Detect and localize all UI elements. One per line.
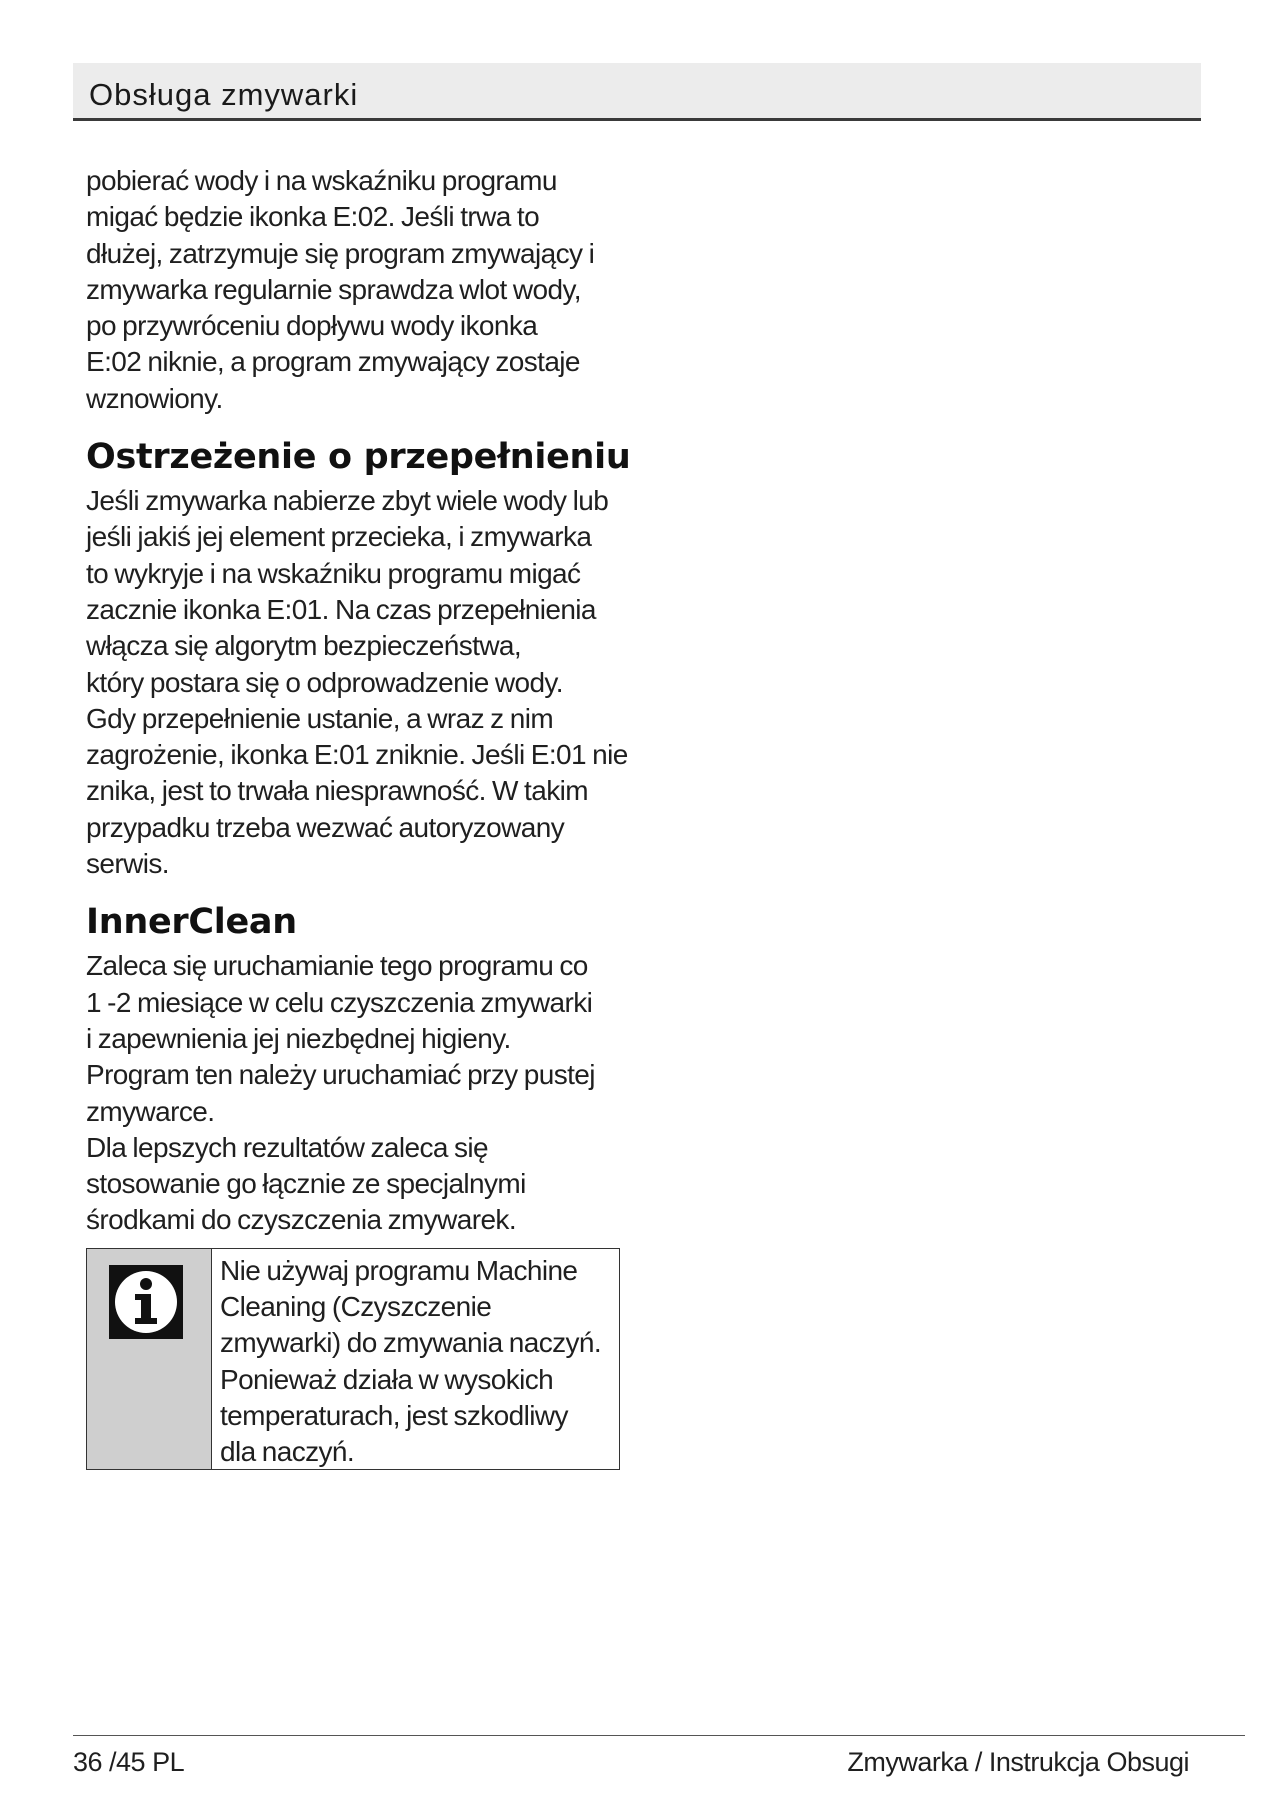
main-column — [86, 163, 646, 1470]
innerclean-heading: InnerClean — [86, 902, 297, 943]
footer-divider — [73, 1735, 1245, 1736]
footer-page-number: 36 /45 PL — [73, 1747, 185, 1777]
info-note-box — [86, 1248, 620, 1470]
info-text-cell — [212, 1249, 607, 1469]
footer-document-title: Zmywarka / Instrukcja Obsugi — [847, 1747, 1189, 1777]
overflow-warning-heading: Ostrzeżenie o przepełnieniu — [86, 437, 631, 478]
overflow-warning-paragraph: Jeśli zmywarka nabierze zbyt wiele wody lub jeśli jakiś jej element przecieka, i zmywarka to wykryje i na wskaźniku programu migać zacznie ikonka E:01. Na czas przepełnienia włącza się algorytm bezpieczeństwa, który postara się o odprowadzenie wody. Gdy przepełnienie ustanie, a wraz z nim zagrożenie, ikonka E:01 zniknie. Jeśli E:01 nie znika, jest to trwała niesprawność. W takim przypadku trzeba wezwać autoryzowany serwis. — [86, 485, 628, 880]
info-icon-cell — [87, 1249, 212, 1469]
info-note-text: Nie używaj programu Machine Cleaning (Czyszczenie zmywarki) do zmywania naczyń. Ponieważ działa w wysokich temperaturach, jest szkodliwy dla naczyń. — [220, 1254, 602, 1468]
page-header — [73, 63, 1201, 121]
innerclean-paragraph: Zaleca się uruchamianie tego programu co 1 -2 miesiące w celu czyszczenia zmywarki i zapewnienia jej niezbędnej higieny. Program ten należy uruchamiać przy pustej zmywarce. Dla lepszych rezultatów zaleca się stosowanie go łącznie ze specjalnymi środkami do czyszczenia zmywarek. — [86, 950, 595, 1236]
info-icon — [109, 1265, 183, 1339]
intro-paragraph: pobierać wody i na wskaźniku programu migać będzie ikonka E:02. Jeśli trwa to dłużej, zatrzymuje się program zmywający i zmywarka regularnie sprawdza wlot wody, po przywróceniu dopływu wody ikonka E:02 niknie, a program zmywający zostaje wznowiony. — [86, 165, 595, 414]
header-title: Obsługa zmywarki — [89, 77, 359, 112]
